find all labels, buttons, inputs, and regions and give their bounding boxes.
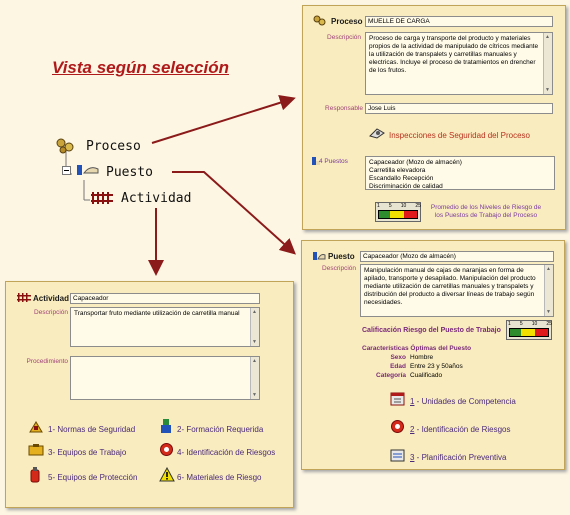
formacion-requerida-link[interactable]: 2- Formación Requerida xyxy=(177,425,264,434)
actividad-icon xyxy=(17,293,31,302)
puesto-panel xyxy=(301,240,565,470)
puesto-descripcion-label: Descripción xyxy=(322,265,356,272)
identificacion-riesgos-icon xyxy=(159,442,174,457)
gauge-tick: 10 xyxy=(531,321,538,327)
riesgos-icon xyxy=(390,419,405,434)
tree-item-actividad[interactable]: Actividad xyxy=(121,191,192,206)
sexo-label: Sexo xyxy=(390,354,406,361)
gauge-tick: 1 xyxy=(377,203,380,209)
actividad-label: Actividad xyxy=(33,294,70,303)
inspection-icon xyxy=(369,127,385,139)
puesto-descripcion-text: Manipulación manual de cajas de naranjas en forma de apilado, transporte y desapilado. Manipulación del producto mediante utilización de carretillas manuales y transpalets y distribución del producto a diversar líneas de trabajo según necesidades. xyxy=(364,267,536,306)
puesto-list-item[interactable]: Discriminación de calidad xyxy=(369,183,443,190)
link-number: 1 xyxy=(410,397,415,406)
tree-item-proceso[interactable]: Proceso xyxy=(86,139,141,154)
descripcion-scrollbar[interactable] xyxy=(543,33,552,94)
formacion-icon xyxy=(159,418,173,434)
link-number: 3 xyxy=(410,453,415,462)
equipos-trabajo-icon xyxy=(28,443,44,457)
actividad-panel xyxy=(5,281,294,508)
view-title: Vista según selección xyxy=(52,58,229,77)
puesto-descripcion-field[interactable] xyxy=(360,264,554,317)
competencia-icon xyxy=(390,391,405,406)
equipos-trabajo-link[interactable]: 3- Equipos de Trabajo xyxy=(48,448,127,457)
puesto-name-field[interactable]: Capaceador (Mozo de almacén) xyxy=(360,251,554,262)
promedio-label: Promedio de los Niveles de Riesgo de los Puestos de Trabajo del Proceso xyxy=(430,204,542,219)
equipos-proteccion-link[interactable]: 5- Equipos de Protección xyxy=(48,473,138,482)
puesto-list-item[interactable]: Escandallo Recepción xyxy=(369,175,434,182)
puesto-descripcion-scrollbar[interactable] xyxy=(544,265,553,316)
responsable-label: Responsable xyxy=(325,105,363,112)
materiales-riesgo-link[interactable]: 6- Materiales de Riesgo xyxy=(177,473,262,482)
procedimiento-scrollbar[interactable] xyxy=(250,357,259,399)
identificacion-riesgos-act-link[interactable]: 4- Identificación de Riesgos xyxy=(177,448,276,457)
proceso-panel xyxy=(302,5,566,230)
edad-value: Entre 23 y 50años xyxy=(410,363,463,370)
unidades-competencia-link[interactable] xyxy=(410,397,516,406)
actividad-descripcion-field[interactable] xyxy=(70,307,260,347)
proceso-descripcion-text: Proceso de carga y transporte del producto y materiales propios de la actividad de manipulado de cítricos mediante la utilización de transpalets y carretillas manuales y electricas. Incluye el proceso de tratamientos en drencher de los frutos. xyxy=(369,35,539,74)
puesto-list-item[interactable]: Carretilla elevadora xyxy=(369,167,426,174)
normas-seguridad-link[interactable]: 1- Normas de Seguridad xyxy=(48,425,136,434)
materiales-riesgo-icon xyxy=(159,467,175,482)
caracteristicas-heading: Características Óptimas del Puesto xyxy=(362,345,472,352)
identificacion-riesgos-link[interactable] xyxy=(410,425,511,434)
puesto-risk-gauge xyxy=(506,320,552,340)
proceso-name-field[interactable]: MUELLE DE CARGA xyxy=(365,16,553,27)
actividad-name-field[interactable]: Capaceador xyxy=(70,293,260,304)
proceso-label: Proceso xyxy=(331,17,363,26)
puesto-list-item[interactable]: Capaceador (Mozo de almacén) xyxy=(369,159,462,166)
planificacion-icon xyxy=(390,448,405,463)
link-text: - Identificación de Riesgos xyxy=(414,425,511,434)
puesto-icon xyxy=(312,251,326,261)
puestos-list[interactable] xyxy=(365,156,555,190)
gauge-tick: 5 xyxy=(388,203,392,209)
link-text: - Planificación Preventiva xyxy=(414,453,507,462)
actividad-descripcion-text: Transportar fruto mediante utilización de carretilla manual xyxy=(74,310,240,317)
gauge-tick: 1 xyxy=(508,321,511,327)
link-number: 2 xyxy=(410,425,415,434)
planificacion-preventiva-link[interactable] xyxy=(410,453,507,462)
link-text: - Unidades de Competencia xyxy=(414,397,516,406)
sexo-value: Hombre xyxy=(410,354,434,361)
puesto-label: Puesto xyxy=(328,252,355,261)
responsable-field[interactable]: Jose Luis xyxy=(365,103,553,114)
actividad-descripcion-label: Descripción xyxy=(34,309,68,316)
actividad-descripcion-scrollbar[interactable] xyxy=(250,308,259,346)
edad-label: Edad xyxy=(390,363,406,370)
procedimiento-label: Procedimiento xyxy=(26,358,68,365)
normas-seguridad-icon xyxy=(28,420,44,434)
equipos-proteccion-icon xyxy=(28,467,42,483)
proceso-risk-gauge xyxy=(375,202,421,222)
gauge-tick: 5 xyxy=(519,321,523,327)
descripcion-label: Descripción xyxy=(327,34,361,41)
gauge-tick: 10 xyxy=(400,203,407,209)
categoria-label: Categoría xyxy=(376,372,406,379)
gauge-tick: 25 xyxy=(546,321,552,327)
proceso-descripcion-field[interactable] xyxy=(365,32,553,95)
categoria-value: Cualificado xyxy=(410,372,443,379)
puestos-count-label: 4 Puestos xyxy=(319,158,348,165)
calificacion-label: Calificación Riesgo del Puesto de Trabajo xyxy=(362,327,501,334)
inspecciones-link[interactable]: Inspecciones de Seguridad del Proceso xyxy=(389,131,530,140)
procedimiento-field[interactable] xyxy=(70,356,260,400)
gauge-tick: 25 xyxy=(415,203,421,209)
proceso-icon xyxy=(313,15,327,27)
tree-item-puesto[interactable]: Puesto xyxy=(106,165,153,180)
